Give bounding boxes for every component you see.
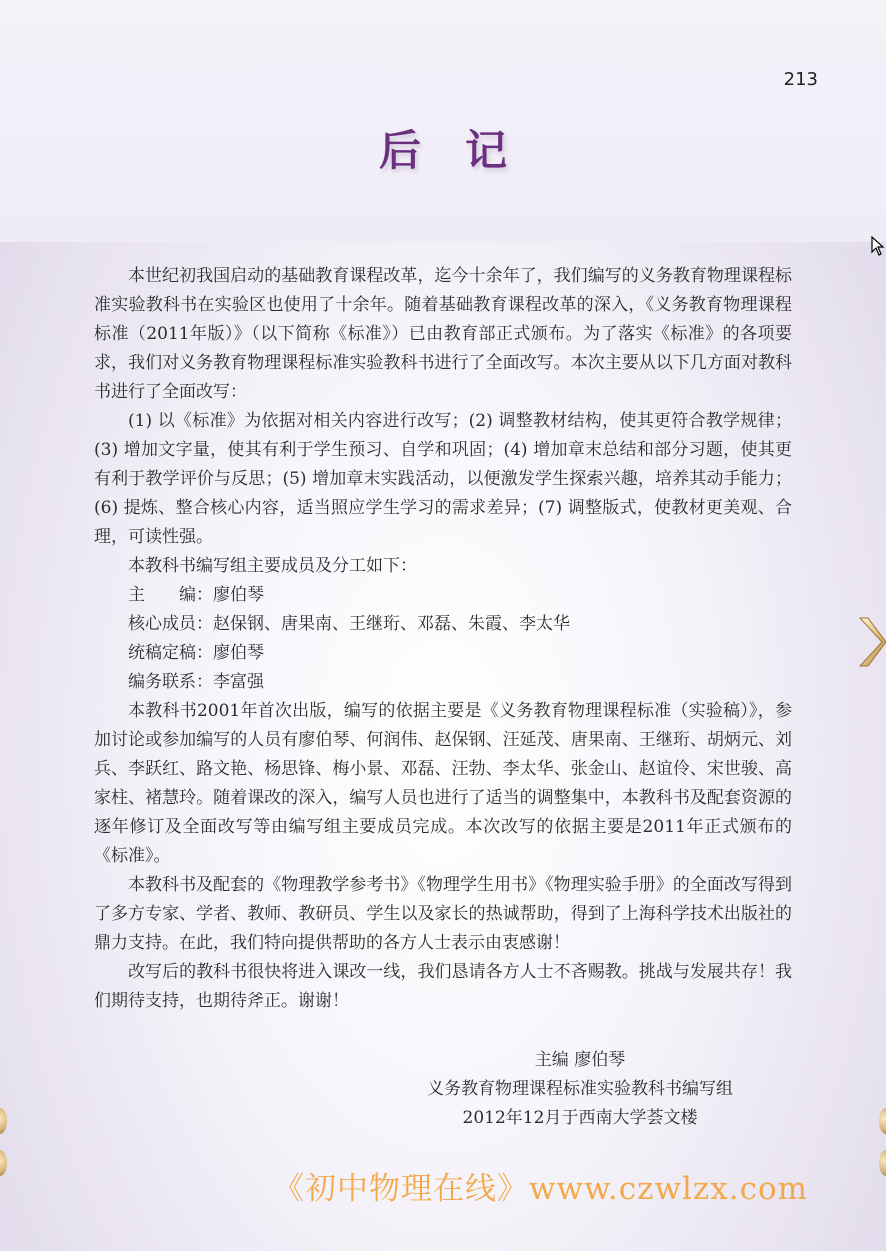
signature-block (400, 1046, 760, 1133)
right-edge-tab (879, 1108, 886, 1134)
chevron-right-icon (856, 612, 886, 672)
team-chief-editor: 主 编：廖伯琴 (128, 585, 264, 605)
team-contact: 编务联系：李富强 (128, 672, 264, 692)
signature-date: 2012年12月于西南大学荟文楼 (462, 1108, 698, 1128)
page-number: 213 (783, 69, 818, 90)
team-final-editor: 统稿定稿：廖伯琴 (128, 643, 264, 663)
mouse-cursor-icon (871, 236, 885, 256)
left-edge-tab (0, 1108, 7, 1134)
paragraph-intro: 本世纪初我国启动的基础教育课程改革，迄今十余年了，我们编写的义务教育物理课程标准实验教科书在实验区也使用了十余年。随着基础教育课程改革的深入，《义务教育物理课程标准（2011年版）》（以下简称《标准》）已由教育部正式颁布。为了落实《标准》的各项要求，我们对义务教育物理课程标准实验教科书进行了全面改写。本次主要从以下几方面对教科书进行了全面改写： (94, 266, 792, 402)
left-edge-tab (0, 1150, 7, 1176)
next-page-button[interactable] (856, 612, 886, 672)
paragraph-team-intro: 本教科书编写组主要成员及分工如下： (128, 556, 417, 576)
body-text (94, 262, 792, 1016)
right-edge-tab (879, 1150, 886, 1176)
watermark: 《初中物理在线》www.czwlzx.com (273, 1171, 809, 1207)
page-title: 后记 (378, 126, 551, 175)
paragraph-thanks: 本教科书及配套的《物理教学参考书》《物理学生用书》《物理实验手册》的全面改写得到了多方专家、学者、教师、教研员、学生以及家长的热诚帮助，得到了上海科学技术出版社的鼎力支持。在此，我们特向提供帮助的各方人士表示由衷感谢！ (94, 875, 792, 953)
paragraph-closing: 改写后的教科书很快将进入课改一线，我们恳请各方人士不吝赐教。挑战与发展共存！我们期待支持，也期待斧正。谢谢！ (94, 962, 792, 1011)
paragraph-changes: (1) 以《标准》为依据对相关内容进行改写；(2) 调整教材结构，使其更符合教学规律；(3) 增加文字量，使其有利于学生预习、自学和巩固；(4) 增加章末总结和部分习题，使其更有利于教学评价与反思；(5) 增加章末实践活动，以便激发学生探索兴趣，培养其动手能力；(6) 提炼、整合核心内容，适当照应学生学习的需求差异；(7) 调整版式，使教材更美观、合理，可读性强。 (94, 411, 792, 547)
team-core-members: 核心成员：赵保钢、唐果南、王继珩、邓磊、朱霞、李太华 (128, 614, 570, 634)
signature-editor: 主编 廖伯琴 (534, 1050, 626, 1070)
signature-group: 义务教育物理课程标准实验教科书编写组 (427, 1079, 733, 1099)
paragraph-history: 本教科书2001年首次出版，编写的依据主要是《义务教育物理课程标准（实验稿）》，参加讨论或参加编写的人员有廖伯琴、何润伟、赵保钢、汪延茂、唐果南、王继珩、胡炳元、刘兵、李跃红、路文艳、杨思锋、梅小景、邓磊、汪勃、李太华、张金山、赵谊伶、宋世骏、高家柱、褚慧玲。随着课改的深入，编写人员也进行了适当的调整集中，本教科书及配套资源的逐年修订及全面改写等由编写组主要成员完成。本次改写的依据主要是2011年正式颁布的《标准》。 (94, 701, 792, 866)
